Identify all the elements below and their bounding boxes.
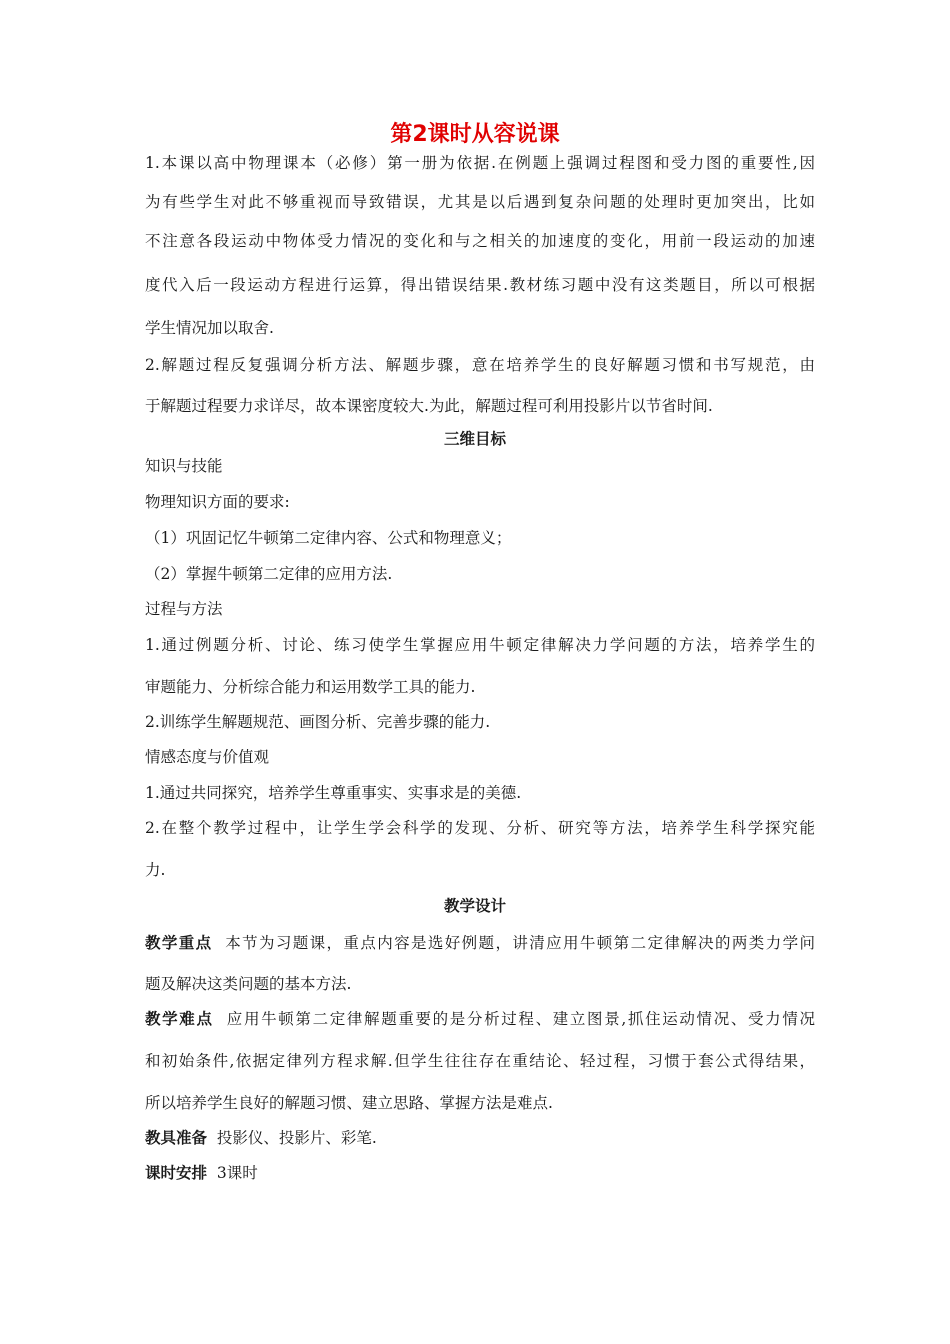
- difficulty-text: 应用牛顿第二定律解题重要的是分析过程、建立图景,抓住运动情况、受力情况: [226, 1010, 815, 1028]
- knowledge-heading: 知识与技能: [145, 457, 223, 475]
- process-item: 审题能力、分析综合能力和运用数学工具的能力.: [145, 678, 476, 696]
- intro-line: 为有些学生对此不够重视而导致错误，尤其是以后遇到复杂问题的处理时更加突出，比如: [145, 193, 815, 211]
- time-line: [145, 1162, 815, 1184]
- intro-line: 于解题过程要力求详尽，故本课密度较大.为此，解题过程可利用投影片以节省时间.: [145, 397, 713, 415]
- focus-label: 教学重点: [145, 934, 213, 952]
- intro-line: 不注意各段运动中物体受力情况的变化和与之相关的加速度的变化，用前一段运动的加速: [145, 232, 815, 250]
- time-text: 3课时: [216, 1164, 258, 1182]
- focus-line: 题及解决这类问题的基本方法.: [145, 975, 352, 993]
- knowledge-item: （2）掌握牛顿第二定律的应用方法.: [145, 565, 393, 583]
- difficulty-label: 教学难点: [145, 1010, 214, 1028]
- process-heading: 过程与方法: [145, 600, 223, 618]
- process-item: 1.通过例题分析、讨论、练习使学生掌握应用牛顿定律解决力学问题的方法，培养学生的: [145, 636, 815, 654]
- intro-line: 学生情况加以取舍.: [145, 319, 274, 337]
- intro-line: 1.本课以高中物理课本（必修）第一册为依据.在例题上强调过程图和受力图的重要性,因: [145, 154, 815, 172]
- focus-line: [145, 932, 815, 954]
- tools-label: 教具准备: [145, 1129, 208, 1147]
- tools-text: 投影仪、投影片、彩笔.: [216, 1129, 377, 1147]
- emotion-item: 力.: [145, 861, 166, 879]
- goals-heading: 三维目标: [443, 430, 506, 448]
- emotion-item: 2.在整个教学过程中，让学生学会科学的发现、分析、研究等方法，培养学生科学探究能: [145, 819, 815, 837]
- emotion-item: 1.通过共同探究，培养学生尊重事实、实事求是的美德.: [145, 784, 522, 802]
- time-label: 课时安排: [145, 1164, 208, 1182]
- process-item: 2.训练学生解题规范、画图分析、完善步骤的能力.: [145, 713, 491, 731]
- intro-line: 度代入后一段运动方程进行运算，得出错误结果.教材练习题中没有这类题目，所以可根据: [145, 276, 815, 294]
- intro-line: 2.解题过程反复强调分析方法、解题步骤，意在培养学生的良好解题习惯和书写规范，由: [145, 356, 815, 374]
- knowledge-item: （1）巩固记忆牛顿第二定律内容、公式和物理意义；: [145, 529, 512, 547]
- tools-line: [145, 1127, 815, 1149]
- focus-text: 本节为习题课，重点内容是选好例题，讲清应用牛顿第二定律解决的两类力学问: [225, 934, 815, 952]
- knowledge-intro: 物理知识方面的要求:: [145, 493, 290, 511]
- difficulty-line: 所以培养学生良好的解题习惯、建立思路、掌握方法是难点.: [145, 1094, 553, 1112]
- design-heading: 教学设计: [443, 897, 506, 915]
- emotion-heading: 情感态度与价值观: [145, 748, 270, 766]
- difficulty-line: 和初始条件,依据定律列方程求解.但学生往往存在重结论、轻过程，习惯于套公式得结果，: [145, 1052, 815, 1070]
- lesson-title: 第2课时从容说课: [390, 122, 560, 147]
- difficulty-line: [145, 1008, 815, 1030]
